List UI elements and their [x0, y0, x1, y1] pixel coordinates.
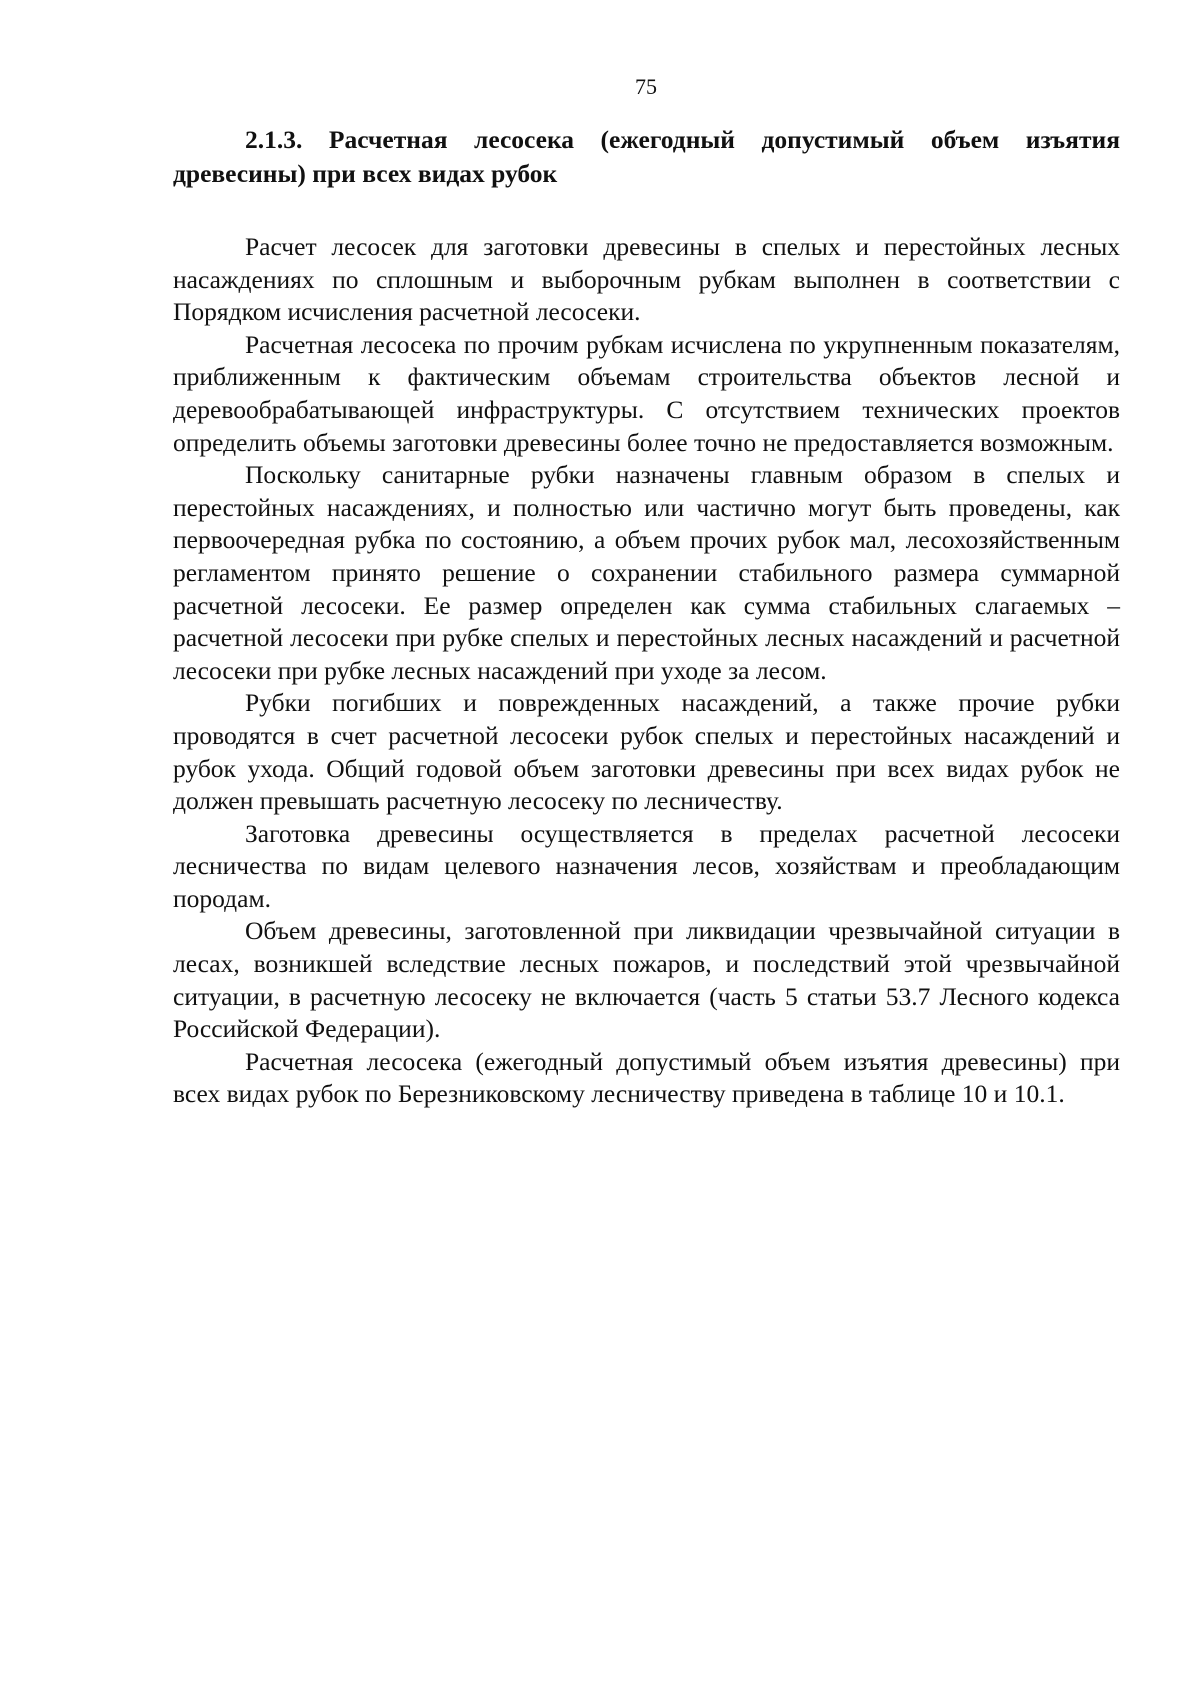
paragraph: Расчетная лесосека по прочим рубкам исчислена по укрупненным показателям, приближенным к фактическим объемам строительства объектов лесной и деревообрабатывающей инфраструктуры. С отсутствием технических проектов определить объемы заготовки древесины более точно не предоставляется возможным. [173, 329, 1120, 457]
paragraph: Заготовка древесины осуществляется в пределах расчетной лесосеки лесничества по видам целевого назначения лесов, хозяйствам и преобладающим породам. [173, 818, 1120, 913]
page-content [173, 123, 1120, 1111]
section-heading: 2.1.3. Расчетная лесосека (ежегодный допустимый объем изъятия древесины) при всех видах рубок [173, 125, 1120, 188]
paragraph: Рубки погибших и поврежденных насаждений, а также прочие рубки проводятся в счет расчетной лесосеки рубок спелых и перестойных насаждений и рубок ухода. Общий годовой объем заготовки древесины при всех видах рубок не должен превышать расчетную лесосеку по лесничеству. [173, 688, 1120, 816]
paragraph: Объем древесины, заготовленной при ликвидации чрезвычайной ситуации в лесах, возникшей вследствие лесных пожаров, и последствий этой чрезвычайной ситуации, в расчетную лесосеку не включается (часть 5 статьи 53.7 Лесного кодекса Российской Федерации). [173, 916, 1120, 1044]
paragraph: Поскольку санитарные рубки назначены главным образом в спелых и перестойных насаждениях, и полностью или частично могут быть проведены, как первоочередная рубка по состоянию, а объем прочих рубок мал, лесохозяйственным регламентом принято решение о сохранении стабильного размера суммарной расчетной лесосеки. Ее размер определен как сумма стабильных слагаемых – расчетной лесосеки при рубке спелых и перестойных лесных насаждений и расчетной лесосеки при рубке лесных насаждений при уходе за лесом. [173, 460, 1120, 685]
paragraph: Расчет лесосек для заготовки древесины в спелых и перестойных лесных насаждениях по сплошным и выборочным рубкам выполнен в соответствии с Порядком исчисления расчетной лесосеки. [173, 232, 1120, 327]
body-text [173, 231, 1120, 1111]
page-number: 75 [635, 74, 657, 99]
paragraph: Расчетная лесосека (ежегодный допустимый объем изъятия древесины) при всех видах рубок по Березниковскому лесничеству приведена в таблице 10 и 10.1. [173, 1046, 1120, 1109]
